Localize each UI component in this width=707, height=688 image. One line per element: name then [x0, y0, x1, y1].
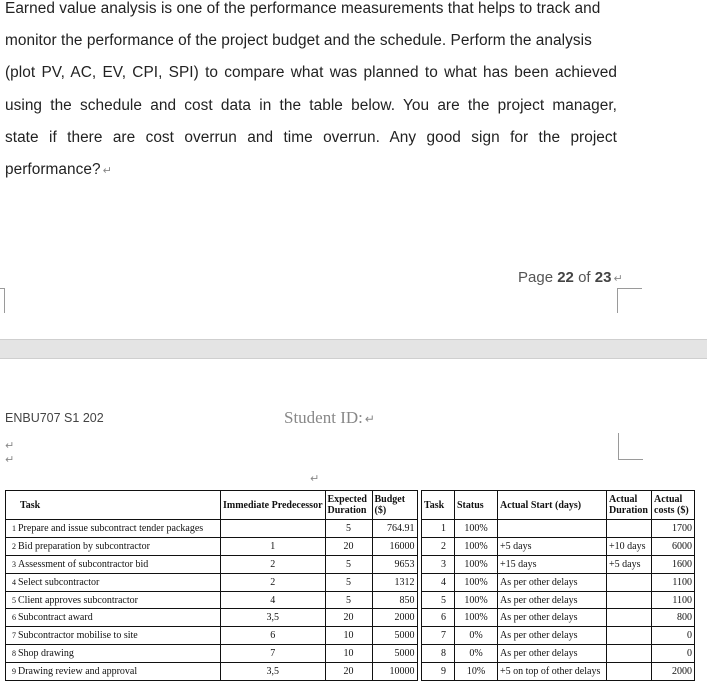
- table-row: [6, 573, 418, 591]
- duration-cell: 5: [325, 555, 372, 573]
- margin-corner-mark: [618, 433, 643, 460]
- actual-cost-cell: 0: [652, 627, 695, 645]
- actual-start-cell: [498, 520, 607, 538]
- status-cell: 100%: [455, 537, 498, 555]
- task-number: 6: [6, 609, 17, 627]
- page-break-gap: [0, 339, 707, 359]
- question-line-5: state if there are cost overrun and time overrun. Any good sign for the project: [5, 128, 617, 146]
- task-number: 4: [6, 573, 17, 591]
- task-number: 9: [6, 663, 17, 681]
- table-row: [422, 555, 695, 573]
- actual-cost-cell: 1100: [652, 591, 695, 609]
- duration-cell: 5: [325, 591, 372, 609]
- actual-start-cell: As per other delays: [498, 627, 607, 645]
- table-row: [422, 537, 695, 555]
- task-number: 6: [422, 609, 449, 627]
- actual-start-cell: As per other delays: [498, 645, 607, 663]
- table-row: [422, 663, 695, 681]
- column-header-actual-costs: Actual costs ($): [652, 491, 695, 520]
- paragraph-mark-icon: ↵: [102, 164, 112, 177]
- table-row: [6, 520, 418, 538]
- question-line-6: performance? ↵: [5, 160, 112, 178]
- task-number: 1: [6, 520, 17, 538]
- margin-corner-mark: [617, 288, 642, 313]
- predecessor-cell: 3,5: [221, 663, 326, 681]
- column-header-actual-start: Actual Start (days): [498, 491, 607, 520]
- table-row: [422, 520, 695, 538]
- task-number: 7: [6, 627, 17, 645]
- actual-duration-cell: [607, 663, 652, 681]
- task-number: 3: [422, 555, 449, 573]
- status-cell: 10%: [455, 663, 498, 681]
- page-number: Page 22 of 23 ↵: [518, 269, 623, 286]
- task-name: Drawing review and approval: [16, 663, 221, 681]
- budget-cell: 9653: [372, 555, 417, 573]
- actual-cost-cell: 6000: [652, 537, 695, 555]
- actual-start-cell: +5 on top of other delays: [498, 663, 607, 681]
- predecessor-cell: 6: [221, 627, 326, 645]
- task-number: 8: [422, 645, 449, 663]
- status-cell: 100%: [455, 555, 498, 573]
- duration-cell: 20: [325, 609, 372, 627]
- table-row: [422, 645, 695, 663]
- task-number: 5: [422, 591, 449, 609]
- task-number: 8: [6, 645, 17, 663]
- duration-cell: 5: [325, 573, 372, 591]
- table-row: [6, 537, 418, 555]
- question-line-1: Earned value analysis is one of the performance measurements that helps to track and: [5, 0, 601, 17]
- actual-cost-cell: 1100: [652, 573, 695, 591]
- status-cell: 0%: [455, 645, 498, 663]
- header-student-id: Student ID: ↵: [284, 408, 375, 427]
- column-header-task: Task: [422, 491, 455, 520]
- task-number: 1: [422, 520, 449, 538]
- budget-cell: 5000: [372, 627, 417, 645]
- actual-cost-cell: 1700: [652, 520, 695, 538]
- table-row: [6, 609, 418, 627]
- column-header-status: Status: [455, 491, 498, 520]
- actual-duration-cell: [607, 520, 652, 538]
- task-number: 3: [6, 555, 17, 573]
- task-number: 2: [422, 537, 449, 555]
- status-cell: 100%: [455, 520, 498, 538]
- table-row: [6, 555, 418, 573]
- actual-cost-cell: 2000: [652, 663, 695, 681]
- paragraph-mark-icon: ↵: [613, 273, 623, 285]
- predecessor-cell: 3,5: [221, 609, 326, 627]
- actual-cost-cell: 0: [652, 645, 695, 663]
- paragraph-marks: ↵ ↵: [5, 440, 15, 466]
- table-row: [6, 627, 418, 645]
- header-course: ENBU707 S1 202: [5, 411, 104, 425]
- actual-duration-cell: [607, 591, 652, 609]
- question-line-3: (plot PV, AC, EV, CPI, SPI) to compare what was planned to what has been achieved: [5, 64, 617, 82]
- question-paragraph: [5, 0, 617, 193]
- task-name: Subcontract award: [16, 609, 221, 627]
- paragraph-mark-icon: ↵: [310, 473, 320, 485]
- budget-cell: 10000: [372, 663, 417, 681]
- actual-cost-cell: 800: [652, 609, 695, 627]
- predecessor-cell: 4: [221, 591, 326, 609]
- budget-cell: 764.91: [372, 520, 417, 538]
- status-cell: 0%: [455, 627, 498, 645]
- budget-cell: 2000: [372, 609, 417, 627]
- duration-cell: 10: [325, 627, 372, 645]
- budget-cell: 5000: [372, 645, 417, 663]
- actual-start-cell: +15 days: [498, 555, 607, 573]
- column-header-budget: Budget ($): [372, 491, 417, 520]
- question-line-4: using the schedule and cost data in the table below. You are the project manager,: [5, 96, 617, 114]
- table-row: [6, 663, 418, 681]
- task-name: Subcontractor mobilise to site: [16, 627, 221, 645]
- task-name: Prepare and issue subcontract tender packages: [16, 520, 221, 538]
- paragraph-mark-icon: ↵: [364, 412, 375, 426]
- column-header-duration: Expected Duration: [325, 491, 372, 520]
- table-row: [422, 573, 695, 591]
- table-row: [422, 609, 695, 627]
- actual-duration-cell: +10 days: [607, 537, 652, 555]
- task-number: 7: [422, 627, 449, 645]
- budget-cell: 850: [372, 591, 417, 609]
- column-header-actual-duration: Actual Duration: [607, 491, 652, 520]
- question-line-2: monitor the performance of the project budget and the schedule. Perform the analysis: [5, 32, 592, 50]
- task-budget-table: [5, 490, 418, 681]
- actual-cost-cell: 1600: [652, 555, 695, 573]
- actual-start-cell: As per other delays: [498, 609, 607, 627]
- table-row: [6, 645, 418, 663]
- table-row: [422, 591, 695, 609]
- actual-duration-cell: [607, 573, 652, 591]
- duration-cell: 10: [325, 645, 372, 663]
- table-row: [6, 591, 418, 609]
- status-cell: 100%: [455, 591, 498, 609]
- table-row: [422, 627, 695, 645]
- budget-cell: 16000: [372, 537, 417, 555]
- task-number: 5: [6, 591, 17, 609]
- task-number: 2: [6, 537, 17, 555]
- actual-start-cell: +5 days: [498, 537, 607, 555]
- column-header-task: Task: [6, 491, 221, 520]
- actual-duration-cell: [607, 645, 652, 663]
- column-header-predecessor: Immediate Predecessor: [221, 491, 326, 520]
- predecessor-cell: [221, 520, 326, 538]
- duration-cell: 5: [325, 520, 372, 538]
- actual-progress-table: [421, 490, 695, 681]
- task-name: Select subcontractor: [16, 573, 221, 591]
- budget-cell: 1312: [372, 573, 417, 591]
- predecessor-cell: 2: [221, 573, 326, 591]
- task-number: 9: [422, 663, 449, 681]
- status-cell: 100%: [455, 609, 498, 627]
- predecessor-cell: 7: [221, 645, 326, 663]
- predecessor-cell: 2: [221, 555, 326, 573]
- task-name: Assessment of subcontractor bid: [16, 555, 221, 573]
- actual-duration-cell: [607, 609, 652, 627]
- duration-cell: 20: [325, 663, 372, 681]
- actual-start-cell: As per other delays: [498, 573, 607, 591]
- actual-duration-cell: [607, 627, 652, 645]
- status-cell: 100%: [455, 573, 498, 591]
- task-number: 4: [422, 573, 449, 591]
- actual-start-cell: As per other delays: [498, 591, 607, 609]
- task-name: Bid preparation by subcontractor: [16, 537, 221, 555]
- margin-corner-mark: [0, 288, 5, 313]
- duration-cell: 20: [325, 537, 372, 555]
- predecessor-cell: 1: [221, 537, 326, 555]
- actual-duration-cell: +5 days: [607, 555, 652, 573]
- task-name: Client approves subcontractor: [16, 591, 221, 609]
- task-name: Shop drawing: [16, 645, 221, 663]
